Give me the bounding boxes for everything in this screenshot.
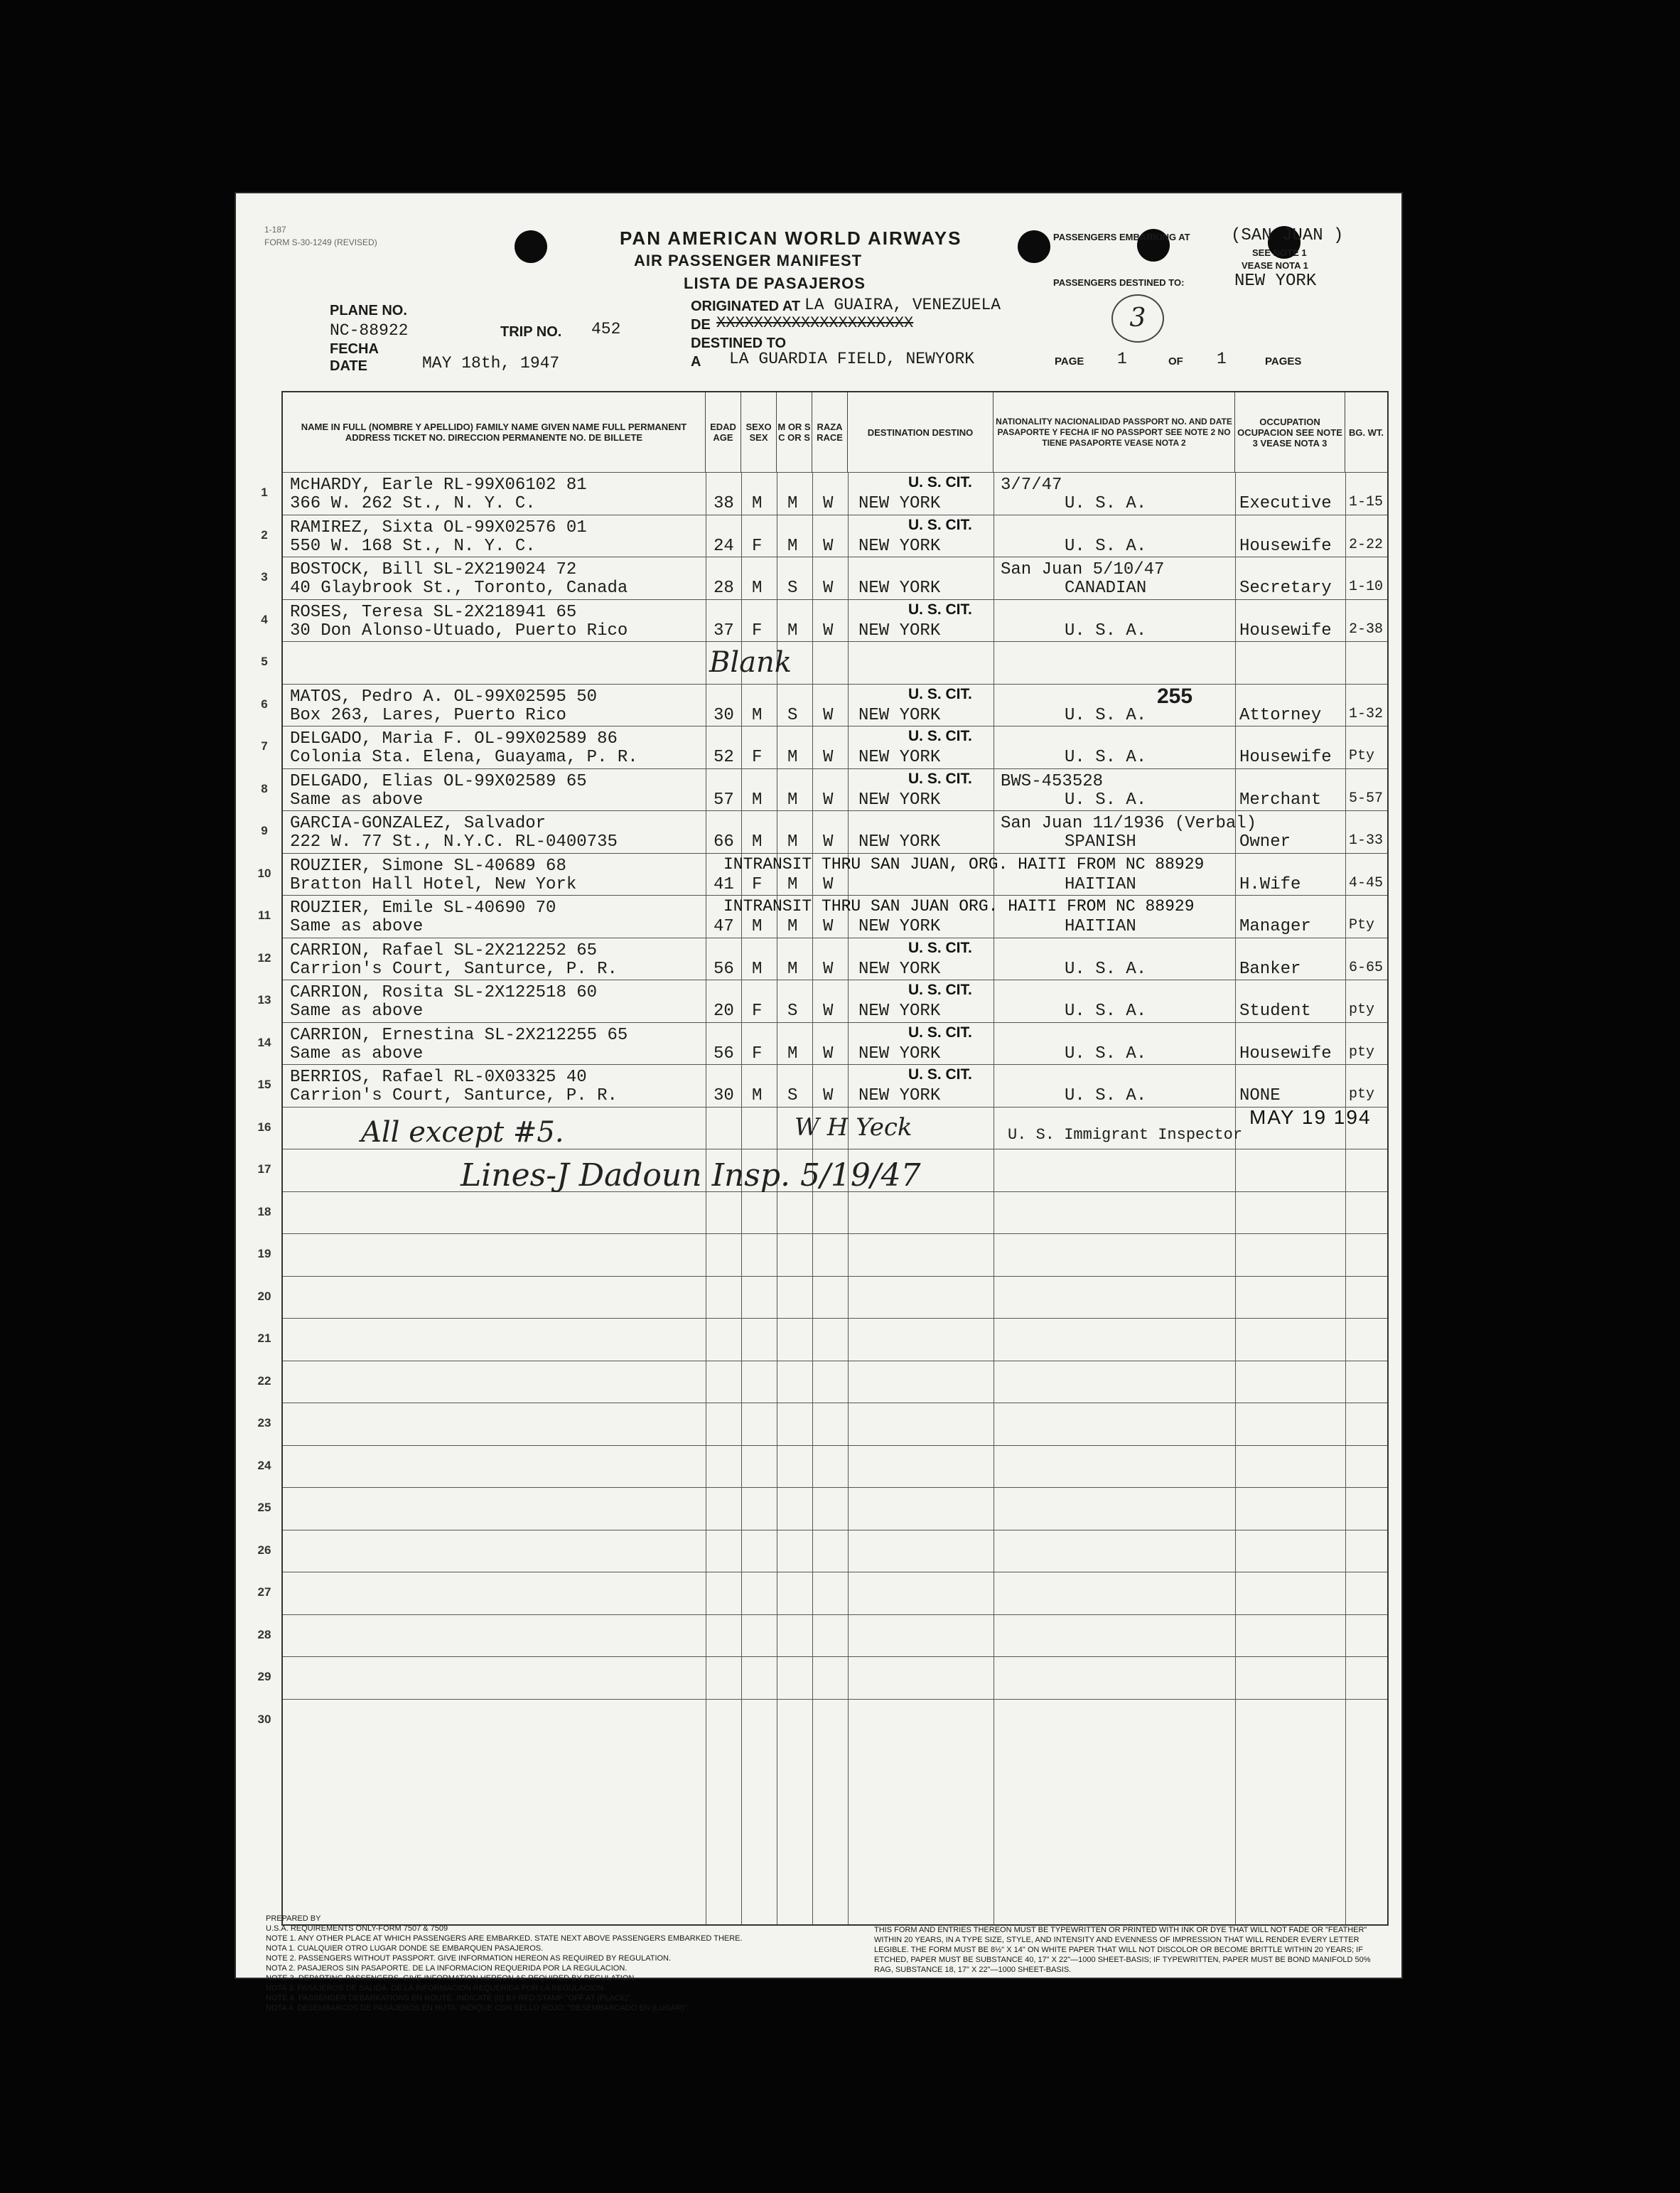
- trip-value: 452: [591, 320, 621, 338]
- citizenship-stamp: U. S. CIT.: [908, 685, 972, 702]
- table-row: [257, 1233, 1387, 1276]
- row-number: 7: [261, 739, 268, 753]
- passenger-destination: NEW YORK: [858, 748, 941, 767]
- passenger-age: 30: [714, 705, 734, 725]
- passenger-race: W: [823, 748, 834, 767]
- passenger-race: W: [823, 1086, 834, 1105]
- passenger-sex: F: [752, 874, 763, 894]
- passenger-race: W: [823, 1044, 834, 1063]
- passenger-age: 37: [714, 621, 734, 640]
- table-row: [257, 1487, 1387, 1530]
- table-row: [257, 1530, 1387, 1572]
- passenger-sex: F: [752, 1002, 763, 1021]
- passenger-sex: M: [752, 959, 763, 979]
- vease-nota-1: VEASE NOTA 1: [1242, 260, 1308, 271]
- passenger-destination: NEW YORK: [858, 832, 941, 852]
- originated-value: LA GUAIRA, VENEZUELA: [804, 296, 1001, 314]
- passenger-address: Same as above: [290, 1044, 424, 1063]
- table-row: [261, 726, 1387, 768]
- row-number: 6: [261, 697, 268, 711]
- col-sex-header: SEXO SEX: [741, 392, 777, 472]
- passenger-age: 66: [714, 832, 734, 852]
- row-number: 28: [257, 1627, 271, 1641]
- passenger-race: W: [823, 832, 834, 852]
- citizenship-stamp: U. S. CIT.: [908, 1066, 972, 1083]
- note-line: NOTA 3. PASAJEROS DE SALIDA. DE LA INFORMACION REQUERIDA POR LA REGULACION.: [266, 1984, 606, 1993]
- citizenship-stamp: U. S. CIT.: [908, 474, 972, 490]
- company-name: PAN AMERICAN WORLD AIRWAYS: [620, 227, 962, 249]
- baggage-weight: 2-22: [1349, 536, 1384, 553]
- baggage-weight: 1-32: [1349, 705, 1384, 722]
- baggage-weight: pty: [1349, 1086, 1375, 1103]
- manifest-sheet: [236, 193, 1401, 2012]
- passenger-race: W: [823, 494, 834, 513]
- baggage-weight: 4-45: [1349, 874, 1384, 891]
- row-number: 9: [261, 824, 268, 837]
- passenger-race: W: [823, 536, 834, 556]
- note-line: NOTA 4. DESEMBARCOS DE PASAJEROS EN RUTA. INDIQUE CON SELLO ROJO: "DESEMBARCADO EN (LUGAR)".: [266, 2004, 689, 2012]
- passenger-name-ticket: DELGADO, Maria F. OL-99X02589 86: [290, 729, 618, 749]
- row-number: 3: [261, 570, 268, 584]
- form-number: 1-187: [264, 225, 286, 235]
- passenger-race: W: [823, 874, 834, 894]
- col-bg-header: BG. WT.: [1348, 427, 1384, 438]
- baggage-weight: Pty: [1349, 748, 1375, 764]
- destined-to-label: DESTINED TO: [691, 336, 787, 351]
- citizenship-stamp: U. S. CIT.: [908, 939, 972, 956]
- nationality: CANADIAN: [1065, 579, 1147, 598]
- passport-info: 255: [1157, 684, 1193, 708]
- embarking-value: (SAN JUAN ): [1231, 226, 1344, 245]
- passenger-age: 52: [714, 748, 734, 767]
- row-number: 23: [257, 1416, 271, 1430]
- baggage-weight: 6-65: [1349, 959, 1384, 976]
- passenger-name-ticket: ROUZIER, Simone SL-40689 68: [290, 856, 566, 876]
- occupation: Housewife: [1239, 1044, 1332, 1063]
- passenger-race: W: [823, 621, 834, 640]
- passenger-race: W: [823, 790, 834, 810]
- passenger-age: 41: [714, 874, 734, 894]
- occupation: Executive: [1239, 494, 1332, 513]
- passenger-address: Box 263, Lares, Puerto Rico: [290, 705, 566, 725]
- row-number: 15: [257, 1078, 271, 1091]
- passenger-sex: F: [752, 748, 763, 767]
- passenger-age: 24: [714, 536, 734, 556]
- passport-info: San Juan 11/1936 (Verbal): [1001, 814, 1257, 833]
- col-occupation-header: OCCUPATION OCUPACION SEE NOTE 3 VEASE NOTA 3: [1235, 392, 1345, 472]
- passenger-marital: M: [787, 748, 798, 767]
- passenger-sex: F: [752, 621, 763, 640]
- row-number: 26: [257, 1543, 271, 1557]
- plane-label: PLANE NO.: [330, 303, 407, 318]
- row-number: 11: [258, 908, 271, 922]
- occupation: Secretary: [1239, 579, 1332, 598]
- passenger-name-ticket: ROSES, Teresa SL-2X218941 65: [290, 602, 577, 622]
- passenger-destination: NEW YORK: [858, 959, 941, 979]
- passenger-age: 30: [714, 1086, 734, 1105]
- table-row: [261, 599, 1387, 642]
- passport-info: 3/7/47: [1001, 476, 1062, 495]
- passenger-marital: M: [787, 917, 798, 936]
- passenger-destination: NEW YORK: [858, 579, 941, 598]
- passenger-race: W: [823, 1002, 834, 1021]
- citizenship-stamp: U. S. CIT.: [908, 728, 972, 744]
- nationality: U. S. A.: [1065, 1002, 1147, 1021]
- row-number: 16: [257, 1120, 271, 1134]
- a-value: LA GUARDIA FIELD, NEWYORK: [729, 350, 975, 368]
- row-number: 14: [257, 1035, 271, 1049]
- passenger-marital: S: [787, 1002, 798, 1021]
- passenger-age: 20: [714, 1002, 734, 1021]
- table-row: [257, 1656, 1387, 1699]
- handwritten-inspection: Lines-J Dadoun Insp. 5/19/47: [461, 1157, 921, 1194]
- baggage-weight: pty: [1349, 1002, 1375, 1018]
- table-row: [261, 557, 1387, 599]
- handwritten-blank: Blank: [709, 646, 792, 679]
- row-number: 5: [261, 655, 268, 668]
- table-row: [257, 1191, 1387, 1234]
- passenger-address: Colonia Sta. Elena, Guayama, P. R.: [290, 748, 638, 767]
- row-number: 24: [257, 1458, 271, 1472]
- passenger-marital: S: [787, 1086, 798, 1105]
- row-number: 1: [261, 486, 268, 499]
- pages-label: PAGES: [1265, 355, 1302, 368]
- passenger-marital: M: [787, 1044, 798, 1063]
- passenger-marital: S: [787, 579, 798, 598]
- prepared-by: PREPARED BY: [266, 1914, 321, 1923]
- passenger-address: 40 Glaybrook St., Toronto, Canada: [290, 579, 628, 598]
- passenger-race: W: [823, 917, 834, 936]
- passenger-age: 47: [714, 917, 734, 936]
- occupation: Student: [1239, 1002, 1311, 1021]
- row-number: 13: [257, 993, 271, 1007]
- table-row: [258, 895, 1387, 938]
- passenger-marital: M: [787, 536, 798, 556]
- table-row: [261, 684, 1387, 726]
- table-row: [257, 1276, 1387, 1319]
- passenger-address: Same as above: [290, 1002, 424, 1021]
- occupation: Banker: [1239, 959, 1301, 979]
- passenger-sex: M: [752, 832, 763, 852]
- passenger-age: 38: [714, 494, 734, 513]
- manifest-title-es: LISTA DE PASAJEROS: [684, 274, 866, 292]
- fecha-label: FECHA: [330, 341, 379, 357]
- inspector-signature: W H Yeck: [795, 1113, 912, 1142]
- passenger-destination: NEW YORK: [858, 1044, 941, 1063]
- originated-label: ORIGINATED AT: [691, 299, 801, 314]
- passenger-marital: M: [787, 621, 798, 640]
- passport-info: BWS-453528: [1001, 771, 1104, 791]
- passenger-name-ticket: MATOS, Pedro A. OL-99X02595 50: [290, 687, 598, 707]
- occupation: Manager: [1239, 917, 1311, 936]
- occupation: NONE: [1239, 1086, 1281, 1105]
- table-row: [257, 853, 1387, 896]
- passenger-address: Carrion's Court, Santurce, P. R.: [290, 959, 618, 979]
- passenger-name-ticket: ROUZIER, Emile SL-40690 70: [290, 899, 556, 918]
- date-value: MAY 18th, 1947: [422, 354, 560, 372]
- occupation: Housewife: [1239, 621, 1332, 640]
- circled-page-mark: 3: [1111, 294, 1164, 343]
- nationality: U. S. A.: [1065, 705, 1147, 725]
- passenger-age: 57: [714, 790, 734, 810]
- baggage-weight: pty: [1349, 1044, 1375, 1061]
- passenger-age: 28: [714, 579, 734, 598]
- passenger-race: W: [823, 579, 834, 598]
- occupation: Attorney: [1239, 705, 1322, 725]
- passenger-name-ticket: GARCIA-GONZALEZ, Salvador: [290, 814, 546, 833]
- passenger-sex: F: [752, 536, 763, 556]
- occupation: Owner: [1239, 832, 1291, 852]
- col-nationality-header: NATIONALITY NACIONALIDAD PASSPORT NO. AND DATE PASAPORTE Y FECHA IF NO PASSPORT SEE NOTE 2 NO TIENE PASAPORTE VEASE NOTA 2: [994, 392, 1235, 472]
- col-race-header: RAZA RACE: [812, 392, 848, 472]
- inspector-title: U. S. Immigrant Inspector: [1008, 1126, 1243, 1144]
- destined-value: NEW YORK: [1234, 272, 1317, 291]
- note-line: NOTE 2. PASSENGERS WITHOUT PASSPORT. GIVE INFORMATION HEREON AS REQUIRED BY REGULATION.: [266, 1954, 672, 1963]
- date-stamp: MAY 19 194: [1249, 1106, 1372, 1128]
- nationality: U. S. A.: [1065, 494, 1147, 513]
- passenger-name-ticket: BERRIOS, Rafael RL-0X03325 40: [290, 1068, 587, 1087]
- passenger-marital: M: [787, 874, 798, 894]
- note-line: NOTA 1. CUALQUIER OTRO LUGAR DONDE SE EMBARQUEN PASAJEROS.: [266, 1944, 544, 1953]
- row-number: 29: [257, 1670, 271, 1683]
- nationality: U. S. A.: [1065, 1044, 1147, 1063]
- passenger-address: 366 W. 262 St., N. Y. C.: [290, 494, 536, 513]
- nationality: U. S. A.: [1065, 621, 1147, 640]
- baggage-weight: 1-33: [1349, 832, 1384, 849]
- row-number: 8: [261, 781, 268, 795]
- table-row: [257, 938, 1387, 980]
- nationality: U. S. A.: [1065, 959, 1147, 979]
- nationality: U. S. A.: [1065, 790, 1147, 810]
- de-value: XXXXXXXXXXXXXXXXXXXXX: [716, 314, 914, 332]
- see-note-1: SEE NOTE 1: [1252, 247, 1307, 258]
- table-row: [257, 1318, 1387, 1361]
- nationality: U. S. A.: [1065, 1086, 1147, 1105]
- note-line: NOTA 2. PASAJEROS SIN PASAPORTE. DE LA INFORMACION REQUERIDA POR LA REGULACION.: [266, 1964, 628, 1973]
- date-label: DATE: [330, 358, 367, 374]
- punch-hole: [1018, 230, 1050, 263]
- citizenship-stamp: U. S. CIT.: [908, 601, 972, 618]
- note-line: NOTE 3. DEPARTING PASSENGERS. GIVE INFORMATION HEREON AS REQUIRED BY REGULATION.: [266, 1974, 637, 1983]
- table-row: [257, 1614, 1387, 1657]
- passenger-sex: M: [752, 579, 763, 598]
- row-number: 18: [257, 1204, 271, 1218]
- passenger-destination: NEW YORK: [858, 621, 941, 640]
- passenger-age: 56: [714, 959, 734, 979]
- row-number: 25: [257, 1501, 271, 1514]
- row-number: 10: [257, 866, 271, 880]
- passenger-marital: M: [787, 832, 798, 852]
- passenger-race: W: [823, 705, 834, 725]
- table-row: [261, 515, 1387, 557]
- passenger-sex: M: [752, 1086, 763, 1105]
- nationality: U. S. A.: [1065, 748, 1147, 767]
- passenger-destination: NEW YORK: [858, 1086, 941, 1105]
- passenger-marital: M: [787, 959, 798, 979]
- citizenship-stamp: U. S. CIT.: [908, 982, 972, 998]
- baggage-weight: 1-10: [1349, 579, 1384, 595]
- passenger-name-ticket: RAMIREZ, Sixta OL-99X02576 01: [290, 518, 587, 537]
- page-label: PAGE: [1055, 355, 1084, 368]
- de-label: DE: [691, 317, 711, 333]
- manifest-title: AIR PASSENGER MANIFEST: [634, 252, 863, 269]
- occupation: H.Wife: [1239, 874, 1301, 894]
- row-number: 21: [257, 1331, 271, 1345]
- form-code: FORM S-30-1249 (REVISED): [264, 237, 377, 247]
- usa-requirements: U.S.A. REQUIREMENTS ONLY-FORM 7507 & 7509: [266, 1924, 448, 1933]
- embarking-label: PASSENGERS EMBARKING AT: [1053, 232, 1190, 242]
- table-row: [261, 810, 1387, 853]
- citizenship-stamp: U. S. CIT.: [908, 1024, 972, 1041]
- passenger-marital: M: [787, 494, 798, 513]
- table-row: [257, 1361, 1387, 1403]
- col-destination-header: DESTINATION DESTINO: [848, 392, 994, 472]
- passenger-name-ticket: CARRION, Ernestina SL-2X212255 65: [290, 1025, 628, 1045]
- passenger-destination: NEW YORK: [858, 917, 941, 936]
- passenger-destination: NEW YORK: [858, 1002, 941, 1021]
- nationality: HAITIAN: [1065, 917, 1136, 936]
- passenger-address: Bratton Hall Hotel, New York: [290, 874, 577, 894]
- table-row: [257, 1064, 1387, 1107]
- passport-info: San Juan 5/10/47: [1001, 560, 1165, 579]
- occupation: Housewife: [1239, 748, 1332, 767]
- trip-label: TRIP NO.: [500, 324, 562, 340]
- passenger-name-ticket: CARRION, Rosita SL-2X122518 60: [290, 983, 598, 1002]
- punch-hole: [515, 230, 547, 263]
- note-line: NOTE 4. PASSENGER DEBARKATIONS EN ROUTE. INDICATE (0) BY RED STAMP "OFF AT (PLACE)".: [266, 1994, 633, 2002]
- baggage-weight: 1-15: [1349, 494, 1384, 510]
- of-label: OF: [1168, 355, 1183, 368]
- col-name-header: NAME IN FULL (NOMBRE Y APELLIDO) FAMILY NAME GIVEN NAME FULL PERMANENT ADDRESS TICKET NO. DIRECCION PERMANENTE NO. DE BILLETE: [283, 392, 706, 472]
- passenger-address: 222 W. 77 St., N.Y.C. RL-0400735: [290, 832, 618, 852]
- row-number: 17: [257, 1162, 271, 1176]
- passenger-marital: S: [787, 705, 798, 725]
- occupation: Housewife: [1239, 536, 1332, 556]
- passenger-marital: M: [787, 790, 798, 810]
- note-line: NOTE 1. ANY OTHER PLACE AT WHICH PASSENGERS ARE EMBARKED. STATE NEXT ABOVE PASSENGERS EMBARKED THERE.: [266, 1934, 743, 1943]
- baggage-weight: 5-57: [1349, 790, 1384, 807]
- passenger-destination: NEW YORK: [858, 536, 941, 556]
- table-row: [257, 1403, 1387, 1445]
- passenger-name-ticket: BOSTOCK, Bill SL-2X219024 72: [290, 560, 577, 579]
- passenger-name-ticket: DELGADO, Elias OL-99X02589 65: [290, 771, 587, 791]
- table-row: [257, 1022, 1387, 1065]
- table-row: [257, 980, 1387, 1022]
- baggage-weight: 2-38: [1349, 621, 1384, 638]
- table-row: [257, 1572, 1387, 1614]
- of-value: 1: [1217, 350, 1227, 368]
- nationality: SPANISH: [1065, 832, 1136, 852]
- passenger-address: Carrion's Court, Santurce, P. R.: [290, 1086, 618, 1105]
- citizenship-stamp: INTRANSIT THRU SAN JUAN ORG. HAITI FROM NC 88929: [723, 897, 1195, 916]
- table-row: [261, 641, 1387, 684]
- plane-value: NC-88922: [330, 321, 409, 340]
- passenger-destination: NEW YORK: [858, 494, 941, 513]
- passenger-sex: M: [752, 494, 763, 513]
- passenger-address: 550 W. 168 St., N. Y. C.: [290, 536, 536, 556]
- row-number: 20: [257, 1289, 271, 1303]
- passenger-sex: M: [752, 917, 763, 936]
- passenger-name-ticket: CARRION, Rafael SL-2X212252 65: [290, 940, 598, 960]
- citizenship-stamp: INTRANSIT THRU SAN JUAN, ORG. HAITI FROM NC 88929: [723, 854, 1205, 874]
- table-row: [261, 472, 1387, 515]
- row-number: 12: [257, 950, 271, 965]
- handwritten-note: All except #5.: [361, 1116, 564, 1149]
- destined-label: PASSENGERS DESTINED TO:: [1053, 277, 1185, 288]
- row-number: 30: [257, 1712, 271, 1726]
- a-label: A: [691, 354, 701, 370]
- form-requirements: THIS FORM AND ENTRIES THEREON MUST BE TYPEWRITTEN OR PRINTED WITH INK OR DYE THAT WILL NOT FADE OR "FEATHER" WITHIN 20 YEARS, IN A TYPE SIZE, STYLE, AND INTENSITY AND EVENNESS OF IMPRESSION THAT WILL RENDER EVERY LETTER LEGIBLE. THE FORM MUST BE 8½" X 14" ON WHITE PAPER THAT WILL NOT DISCOLOR OR BECOME BRITTLE WITHIN 20 YEARS; IF ETCHED, PAPER MUST BE SUBSTANCE 40, 17" X 22"—1000 SHEET-BASIS; IF TYPEWRITTEN, PAPER MUST BE BOND MANIFOLD 50% RAG, SUBSTANCE 18, 17" X 22"—1000 SHEET-BASIS.: [874, 1926, 1371, 1974]
- table-row: [257, 1445, 1387, 1488]
- row-number: 19: [257, 1247, 271, 1260]
- occupation: Merchant: [1239, 790, 1322, 810]
- page-value: 1: [1117, 350, 1127, 368]
- col-age-header: EDAD AGE: [706, 392, 741, 472]
- baggage-weight: Pty: [1349, 917, 1375, 933]
- passenger-address: Same as above: [290, 917, 424, 936]
- citizenship-stamp: U. S. CIT.: [908, 770, 972, 787]
- passenger-sex: M: [752, 705, 763, 725]
- passenger-name-ticket: McHARDY, Earle RL-99X06102 81: [290, 476, 587, 495]
- passenger-sex: M: [752, 790, 763, 810]
- row-number: 2: [261, 527, 268, 542]
- footer-notes: [266, 1914, 877, 2013]
- passenger-table: [257, 391, 1389, 1926]
- table-row: [261, 768, 1387, 811]
- passenger-destination: NEW YORK: [858, 705, 941, 725]
- passenger-race: W: [823, 959, 834, 979]
- passenger-address: 30 Don Alonso-Utuado, Puerto Rico: [290, 621, 628, 640]
- col-marital-header: M OR S C OR S: [777, 392, 812, 472]
- row-number: 4: [261, 612, 268, 626]
- passenger-address: Same as above: [290, 790, 424, 810]
- passenger-destination: NEW YORK: [858, 790, 941, 810]
- row-number: 22: [257, 1373, 271, 1388]
- table-row: [257, 1699, 1387, 1742]
- row-number: 27: [257, 1585, 271, 1599]
- citizenship-stamp: U. S. CIT.: [908, 516, 972, 533]
- nationality: U. S. A.: [1065, 536, 1147, 556]
- passenger-sex: F: [752, 1044, 763, 1063]
- nationality: HAITIAN: [1065, 874, 1136, 894]
- passenger-age: 56: [714, 1044, 734, 1063]
